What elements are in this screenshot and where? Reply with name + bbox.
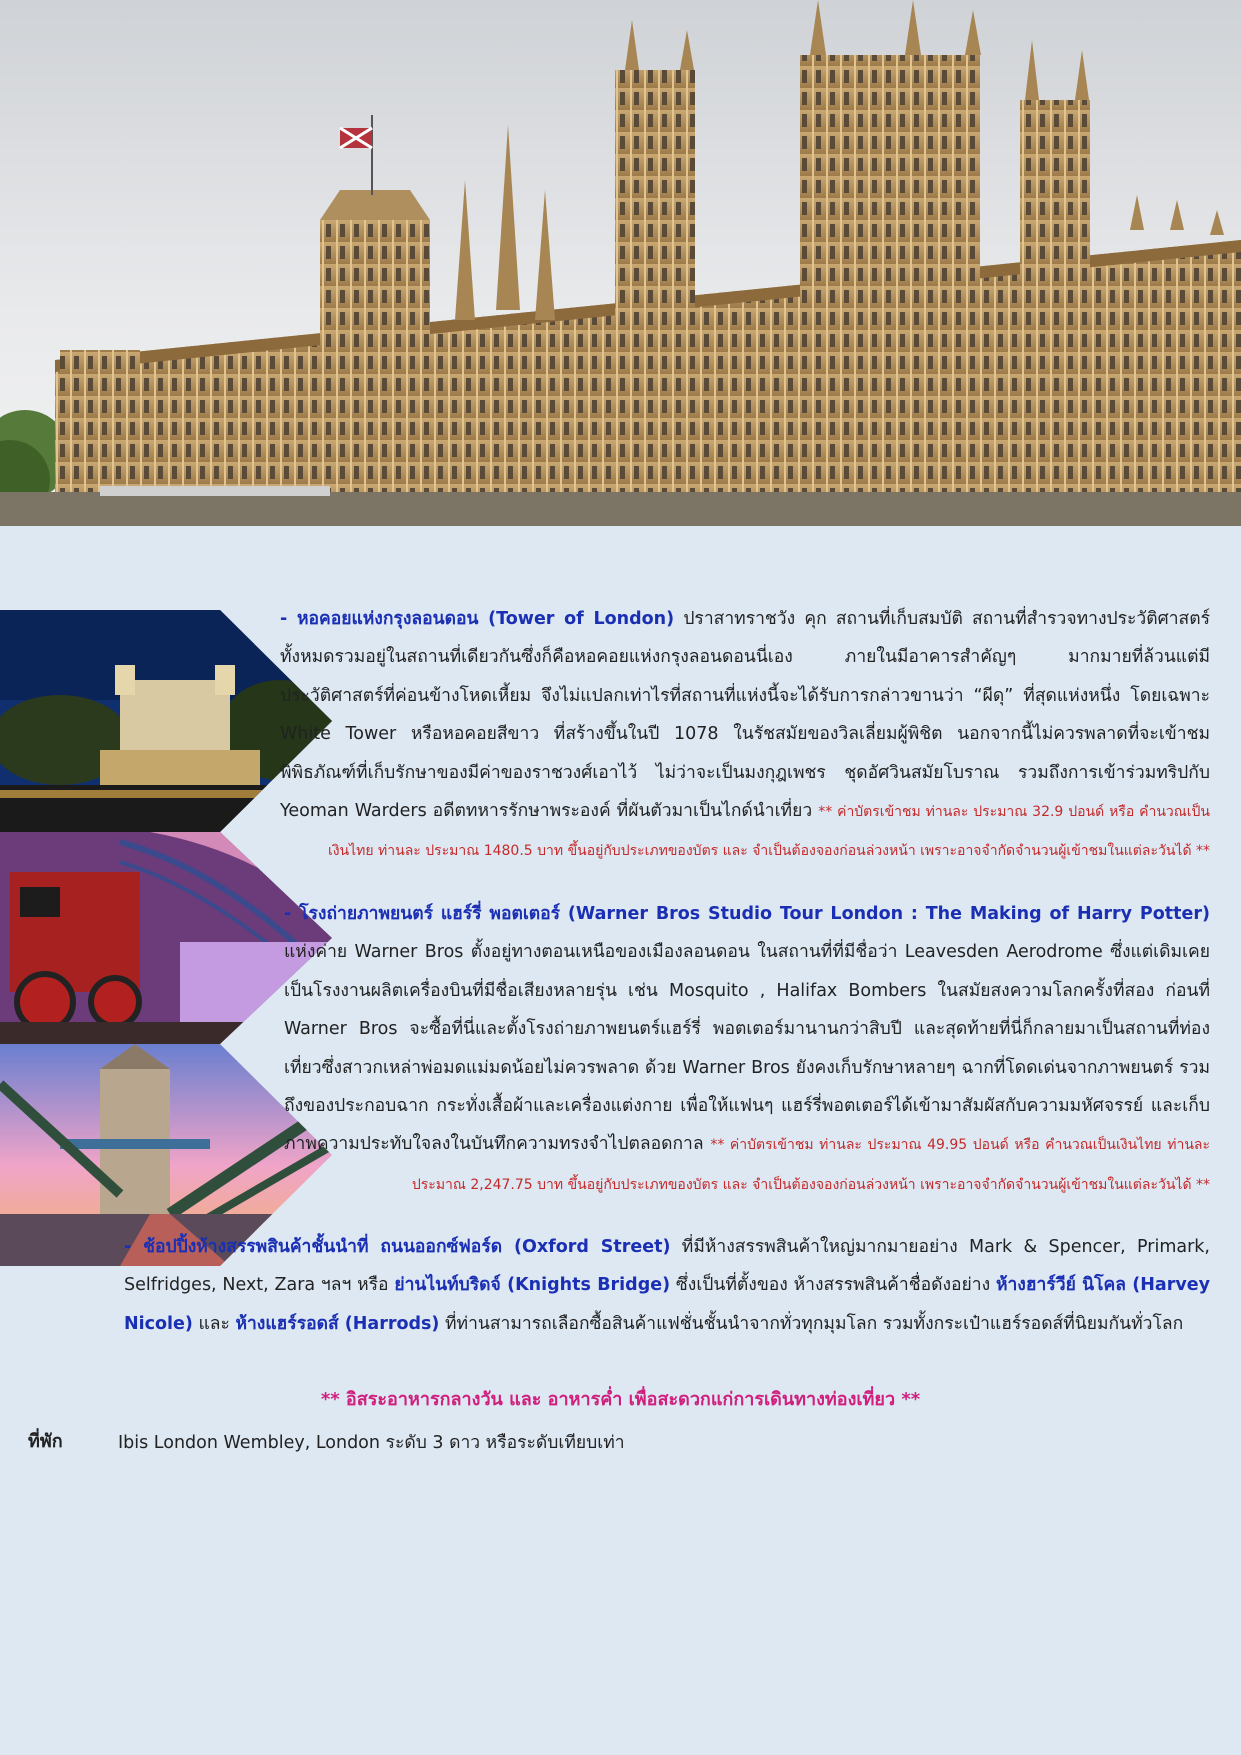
oxford-street-body-3: ที่ท่านสามารถเลือกซื้อสินค้าแฟชั่นชั้นนำจากทั่วทุกมุมโลก รวมทั้งกระเป๋าแฮร์รอดส์ที่นิยมกันทั่วโลก — [439, 1313, 1184, 1334]
meals-note: ** อิสระอาหารกลางวัน และ อาหารค่ำ เพื่อสะดวกแก่การเดินทางท่องเที่ยว ** — [320, 1389, 921, 1410]
hotel-value: Ibis London Wembley, London ระดับ 3 ดาว หรือระดับเทียบเท่า — [118, 1433, 625, 1453]
warner-bros-paragraph — [284, 895, 1210, 1204]
oxford-street-title: - ช้อปปิ้งห้างสรรพสินค้าชั้นนำที่ ถนนออกซ์ฟอร์ด (Oxford Street) — [124, 1237, 671, 1257]
harvey-nicole-highlight: ห้างฮาร์วีย์ นิโคล (Harvey Nicole) — [124, 1275, 1211, 1334]
harrods-highlight: ห้างแฮร์รอดส์ (Harrods) — [235, 1313, 440, 1334]
tower-of-london-body: ปราสาทราชวัง คุก สถานที่เก็บสมบัติ สถานที่สำรวจทางประวัติศาสตร์ทั้งหมดรวมอยู่ในสถานที่เดียวกันซึ่งก็คือหอคอยแห่งกรุงลอนดอนนี่เอง ภายในมีอาคารสำคัญๆ มากมายที่ล้วนแต่มีประวัติศาสตร์ที่ค่อนข้างโหดเหี้ยม จึงไม่แปลกเท่าไรที่สถานที่แห่งนี้จะได้รับการกล่าวขานว่า “ผีดุ” ที่สุดแห่งหนึ่ง โดยเฉพาะ White Tower หรือหอคอยสีขาว ที่สร้างขึ้นในปี 1078 ในรัชสมัยของวิลเลี่ยมผู้พิชิต นอกจากนี้ไม่ควรพลาดที่จะเข้าชมพิพิธภัณฑ์ที่เก็บรักษาของมีค่าของราชวงศ์เอาไว้ ไม่ว่าจะเป็นมงกุฎเพชร ชุดอัศวินสมัยโบราณ รวมถึงการเข้าร่วมทริปกับ Yeoman Warders อดีตทหารรักษาพระองค์ ที่ผันตัวมาเป็นไกด์นำเที่ยว — [280, 609, 1210, 822]
oxford-street-body-1: ที่มีห้างสรรพสินค้าใหญ่มากมายอย่าง Mark & Spencer, Primark, Selfridges, Next, Zara ฯลฯ หรือ — [124, 1237, 1210, 1296]
oxford-street-body-2: ซึ่งเป็นที่ตั้งของ ห้างสรรพสินค้าชื่อดังอย่าง — [670, 1275, 996, 1296]
warner-bros-body: แห่งค่าย Warner Bros ตั้งอยู่ทางตอนเหนือของเมืองลอนดอน ในสถานที่ที่มีชื่อว่า Leavesden Aerodrome ซึ่งแต่เดิมเคยเป็นโรงงานผลิตเครื่องบินที่มีชื่อเสียงหลายรุ่น เช่น Mosquito , Halifax Bombers ในสมัยสงความโลกครั้งที่สอง ก่อนที่ Warner Bros จะซื้อที่นี่และตั้งโรงถ่ายภาพยนตร์แฮร์รี่ พอตเตอร์มานานกว่าสิบปี และสุดท้ายที่นี่ก็กลายมาเป็นสถานที่ท่องเที่ยวซึ่งสาวกเหล่าพ่อมดแม่มดน้อยไม่ควรพลาด ด้วย Warner Bros ยังคงเก็บรักษาหลายๆ ฉากที่โดดเด่นจากภาพยนตร์ รวมถึงของประกอบฉาก กระทั่งเสื้อผ้าและเครื่องแต่งกาย เพื่อให้แฟนๆ แฮร์รี่พอตเตอร์ได้เข้ามาสัมผัสกับความมหัศจรรย์ และเก็บภาพความประทับใจลงในบันทึกความทรงจำไปตลอดกาล — [284, 942, 1210, 1155]
warner-bros-title: - โรงถ่ายภาพยนตร์ แฮร์รี่ พอตเตอร์ (Warner Bros Studio Tour London : The Making of Harry Potter) — [284, 904, 1210, 924]
tower-of-london-paragraph — [280, 600, 1210, 871]
tower-of-london-title: - หอคอยแห่งกรุงลอนดอน (Tower of London) — [280, 609, 675, 629]
warner-bros-ticket-note: ** ค่าบัตรเข้าชม ท่านละ ประมาณ 49.95 ปอนด์ หรือ คำนวณเป็นเงินไทย ท่านละ ประมาณ 2,247.75 บาท ขึ้นอยู่กับประเภทของบัตร และ จำเป็นต้องจองก่อนล่วงหน้า เพราะอาจจำกัดจำนวนผู้เข้าชมในแต่ละวันได้ ** — [411, 1137, 1210, 1193]
hero-photo-houses-of-parliament — [0, 0, 1241, 526]
hotel-label: ที่พัก — [28, 1431, 63, 1452]
knights-bridge-highlight: ย่านไนท์บริดจ์ (Knights Bridge) — [394, 1275, 671, 1296]
oxford-street-paragraph — [124, 1228, 1210, 1343]
tower-of-london-ticket-note: ** ค่าบัตรเข้าชม ท่านละ ประมาณ 32.9 ปอนด์ หรือ คำนวณเป็นเงินไทย ท่านละ ประมาณ 1480.5 บาท ขึ้นอยู่กับประเภทของบัตร และ จำเป็นต้องจองก่อนล่วงหน้า เพราะอาจจำกัดจำนวนผู้เข้าชมในแต่ละวันได้ ** — [327, 804, 1210, 860]
and-text: และ — [192, 1313, 236, 1334]
